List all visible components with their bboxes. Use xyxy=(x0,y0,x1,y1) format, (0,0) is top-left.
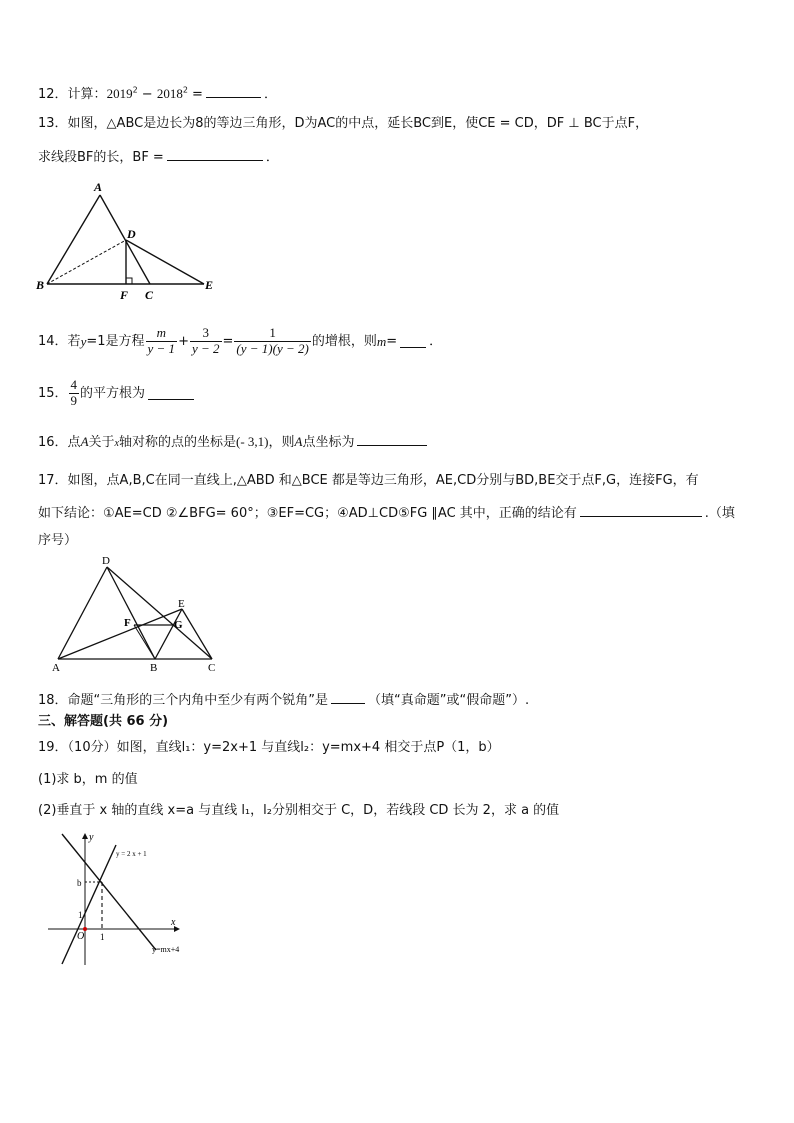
question-16 xyxy=(38,432,430,451)
plus-sign: + xyxy=(178,333,189,349)
question-text: =1是方程 xyxy=(86,333,145,349)
equals-sign: = xyxy=(187,87,203,102)
triangle-figure-13 xyxy=(30,178,230,303)
minus-sign: − xyxy=(137,87,157,102)
denominator: (y − 1)(y − 2) xyxy=(236,340,309,356)
question-text: （填“真命题”或“假命题”）. xyxy=(368,693,530,708)
equals-sign: = xyxy=(386,333,398,349)
variable-y: y xyxy=(80,333,87,349)
label-B: B xyxy=(150,662,158,674)
label-one-y: 1 xyxy=(78,910,83,920)
section-title: 三、解答题(共 66 分) xyxy=(38,714,169,729)
question-text: 关于 xyxy=(88,435,115,450)
exponent-b: 2 xyxy=(182,85,188,95)
segment-DC xyxy=(107,567,212,659)
question-number: 18． xyxy=(38,693,68,708)
fraction-3 xyxy=(234,326,310,357)
point-A: A xyxy=(294,434,303,449)
question-text: ，则 xyxy=(268,435,295,450)
point-A: A xyxy=(80,434,89,449)
numerator: 3 xyxy=(202,325,209,340)
denominator: 9 xyxy=(70,392,78,408)
question-number: 13． xyxy=(38,116,68,131)
question-text: 如图，点A,B,C在同一直线上,△ABD 和△BCE 都是等边三角形，AE,CD分别与BD,BE交于点F,G，连接FG，有 xyxy=(67,473,699,488)
answer-blank[interactable] xyxy=(167,147,263,161)
label-C: C xyxy=(145,288,154,302)
segment-BE xyxy=(155,609,182,659)
label-line2: y=mx+4 xyxy=(152,945,180,954)
segment-AC xyxy=(100,195,150,284)
question-text: 点 xyxy=(67,435,81,450)
denominator: y − 2 xyxy=(191,340,220,356)
answer-blank[interactable] xyxy=(580,503,702,517)
period: ． xyxy=(263,87,277,102)
label-origin: O xyxy=(77,931,85,942)
question-text: 的平方根为 xyxy=(80,385,146,401)
y-axis-arrow xyxy=(82,833,88,839)
answer-blank[interactable] xyxy=(148,386,194,400)
period: ． xyxy=(265,150,279,165)
numerator: m xyxy=(156,325,166,340)
line-l1 xyxy=(62,845,116,964)
question-text: 点坐标为 xyxy=(302,435,355,450)
label-A: A xyxy=(94,180,103,194)
label-D: D xyxy=(102,555,110,567)
fraction-2 xyxy=(190,326,222,357)
question-number: 19． xyxy=(38,740,68,755)
question-text: 的增根，则 xyxy=(311,333,377,349)
question-text: 计算： xyxy=(67,87,107,102)
equals-sign: = xyxy=(222,333,234,349)
fraction-4-9 xyxy=(69,378,80,409)
question-19-part2: (2)垂直于 x 轴的直线 x=a 与直线 l₁，l₂分别相交于 C，D，若线段 CD 长为 2，求 a 的值 xyxy=(38,803,560,818)
period: ． xyxy=(429,333,443,349)
label-y: y xyxy=(89,832,94,843)
question-number: 12． xyxy=(38,87,68,102)
question-text: （10分）如图，直线l₁：y=2x+1 与直线l₂：y=mx+4 相交于点P（1，b） xyxy=(67,740,500,755)
answer-blank[interactable] xyxy=(400,334,426,348)
question-13-line1 xyxy=(38,116,648,132)
question-number: 17． xyxy=(38,473,68,488)
segment-FB-aux xyxy=(134,625,155,659)
triangle-figure-17 xyxy=(44,552,234,677)
segment-AD xyxy=(58,567,107,659)
variable-m: m xyxy=(376,333,387,349)
question-12 xyxy=(38,84,277,103)
question-17-line1 xyxy=(38,473,699,489)
question-text: 求线段BF的长，BF = xyxy=(38,150,164,165)
numerator: 1 xyxy=(269,325,276,340)
question-number: 14． xyxy=(38,333,68,349)
question-15 xyxy=(38,378,197,409)
question-text: 若 xyxy=(67,333,81,349)
question-number: 15． xyxy=(38,385,68,401)
question-text: 如下结论：①AE=CD ②∠BFG= 60°；③EF=CG；④AD⊥CD⑤FG ∥AC 其中，正确的结论有 xyxy=(38,506,577,521)
question-text: 轴对称的点的坐标是 xyxy=(118,435,236,450)
question-text: .（填 xyxy=(704,506,735,521)
answer-blank[interactable] xyxy=(331,690,365,704)
right-angle-mark xyxy=(126,278,132,284)
label-one-x: 1 xyxy=(100,932,105,942)
label-line1: y = 2 x + 1 xyxy=(116,850,147,858)
exponent-a: 2 xyxy=(132,85,138,95)
question-number: 16． xyxy=(38,435,68,450)
label-x: x xyxy=(171,917,176,928)
answer-blank[interactable] xyxy=(357,432,427,446)
expr-base-b: 2018 xyxy=(156,86,183,101)
question-text: 如图，△ABC是边长为8的等边三角形，D为AC的中点，延长BC到E，使CE = CD，DF ⊥ BC于点F， xyxy=(67,116,649,131)
question-18 xyxy=(38,690,529,709)
label-E: E xyxy=(205,278,214,292)
label-C: C xyxy=(208,662,216,674)
question-13-line2 xyxy=(38,147,279,166)
label-E: E xyxy=(178,598,185,610)
label-F: F xyxy=(124,617,131,629)
question-17-line3 xyxy=(38,533,77,549)
segment-EC xyxy=(182,609,212,659)
label-D: D xyxy=(127,227,136,241)
question-17-line2 xyxy=(38,503,735,522)
question-14 xyxy=(38,326,442,357)
denominator: y − 1 xyxy=(147,340,176,356)
segment-DB xyxy=(107,567,155,659)
numerator: 4 xyxy=(70,377,78,392)
fraction-1 xyxy=(146,326,178,357)
question-19-line1 xyxy=(38,740,500,756)
question-text: 命题“三角形的三个内角中至少有两个锐角”是 xyxy=(67,693,329,708)
answer-blank[interactable] xyxy=(206,84,261,98)
coordinate-figure-19 xyxy=(44,830,204,970)
label-b: b xyxy=(77,878,82,888)
label-F: F xyxy=(120,288,129,302)
segment-AB xyxy=(47,195,100,284)
axis-x: x xyxy=(114,438,119,449)
question-19-part1: (1)求 b，m 的值 xyxy=(38,772,138,787)
coordinate: (- 3,1) xyxy=(236,434,269,449)
expr-base-a: 2019 xyxy=(106,86,133,101)
label-G: G xyxy=(174,619,183,631)
label-B: B xyxy=(36,278,45,292)
segment-BD-dashed xyxy=(47,240,126,284)
question-text: 序号） xyxy=(38,533,78,548)
label-A: A xyxy=(52,662,60,674)
